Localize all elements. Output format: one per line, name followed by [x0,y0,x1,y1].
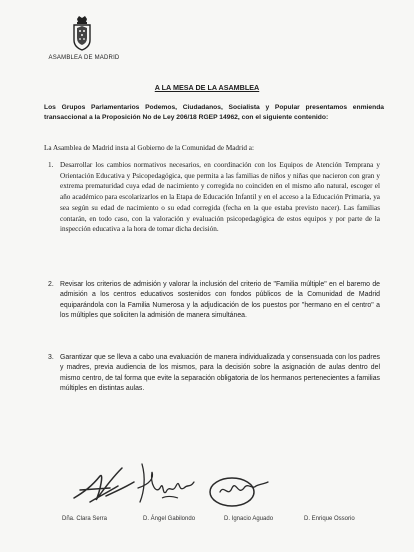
document-heading: A LA MESA DE LA ASAMBLEA [154,83,260,92]
intro-paragraph: Los Grupos Parlamentarios Podemos, Ciudadanos, Socialista y Popular presentamos enmienda transaccional a la Proposición No de Ley 206/18 RGEP 14962, con el siguiente contenido: [44,104,384,121]
asamblea-crest-icon [71,16,93,52]
list-item [48,353,380,395]
list-item-text: Desarrollar los cambios normativos necesarios, en coordinación con los Equipos de Atención Temprana y Orientación Educativa y Psicopedagógica, que permita a las familias de niños y niñas que nacieron con gran y extrema prematuridad cuya edad de nacimiento y corregida no coinciden en el mismo año natural, escoger el año académico para escolarizarlos en la Etapa de Educación Infantil y en el acceso a la Educación Primaria, ya sea según su edad de nacimiento o su edad corregida (fecha en la que estaba previsto nacer). Las familias contarán, en todo caso, con la valoración y evaluación psicopedagógica de estos equipos y por parte de la inspección educativa a la hora de tomar dicha decisión. [60,161,380,234]
signature-clara-serra [70,462,140,508]
signature-ignacio-aguado [206,470,272,510]
signatory-name: D. Ángel Gabilondo [143,516,196,522]
list-item-number: 3. [48,354,54,361]
signatory-name: D. Enrique Ossorio [304,516,355,522]
signatory-name: D. Ignacio Aguado [224,516,274,522]
lead-paragraph: La Asamblea de Madrid insta al Gobierno de la Comunidad de Madrid a: [44,144,254,152]
list-item-number: 2. [48,281,54,288]
list-item-text: Garantizar que se lleva a cabo una evaluación de manera individualizada y consensuada con los padres y madres, previa audiencia de los mismos, para la decisión sobre la asignación de aulas dentro del mismo centro, de tal forma que evite la separación obligatoria de los hermanos pertenecientes a familias múltiples en distintas aulas. [60,354,380,393]
list-item [48,160,380,235]
signatory-name: Dña. Clara Serra [62,516,108,522]
list-item-text: Revisar los criterios de admisión y valorar la inclusión del criterio de "Familia múltiple" en el baremo de admisión a los centros educativos sostenidos con fondos públicos de la Comunidad de Madrid equiparándola con la Familia Numerosa y la adjudicación de los puestos por "hermano en el centro" a los múltiples que soliciten la admisión de manera simultánea. [60,281,380,320]
letterhead-caption: ASAMBLEA DE MADRID [48,55,120,61]
signature-angel-gabilondo [132,458,202,510]
list-item [48,280,380,322]
list-item-number: 1. [48,161,54,169]
